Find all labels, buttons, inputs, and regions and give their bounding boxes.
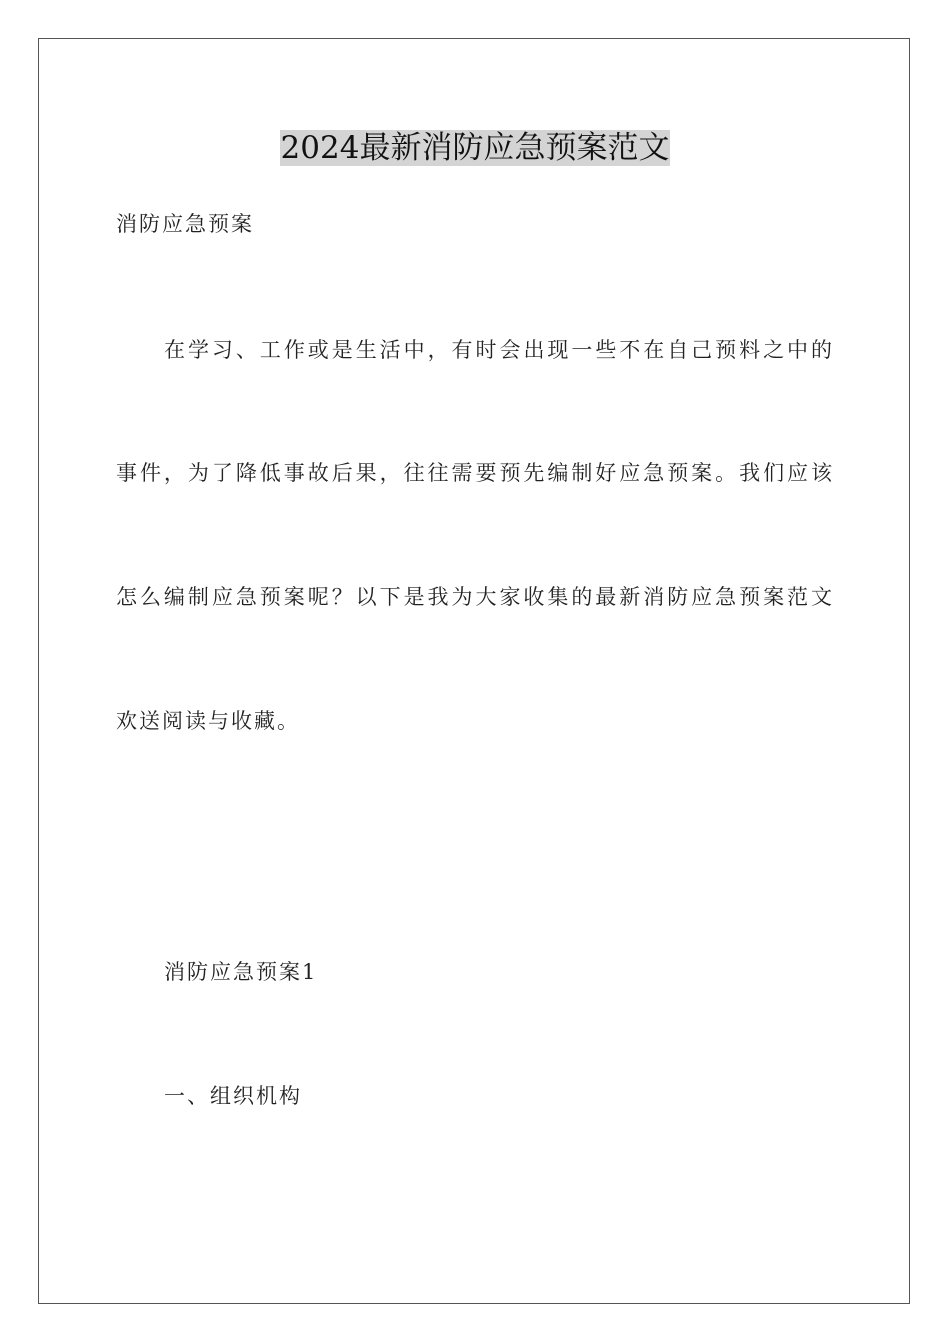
document-title-text: 2024最新消防应急预案范文 [280, 130, 670, 166]
intro-paragraph-line-1: 在学习、工作或是生活中，有时会出现一些不在自己预料之中的 [164, 338, 832, 362]
intro-paragraph-line-3: 怎么编制应急预案呢？以下是我为大家收集的最新消防应急预案范文 [116, 585, 832, 609]
subsection-heading: 一、组织机构 [164, 1084, 302, 1108]
section-heading: 消防应急预案1 [164, 960, 318, 984]
intro-paragraph-line-4: 欢送阅读与收藏。 [116, 709, 300, 733]
document-title [0, 128, 950, 168]
intro-paragraph-line-2: 事件，为了降低事故后果，往往需要预先编制好应急预案。我们应该 [116, 461, 832, 485]
document-subtitle: 消防应急预案 [116, 212, 254, 236]
